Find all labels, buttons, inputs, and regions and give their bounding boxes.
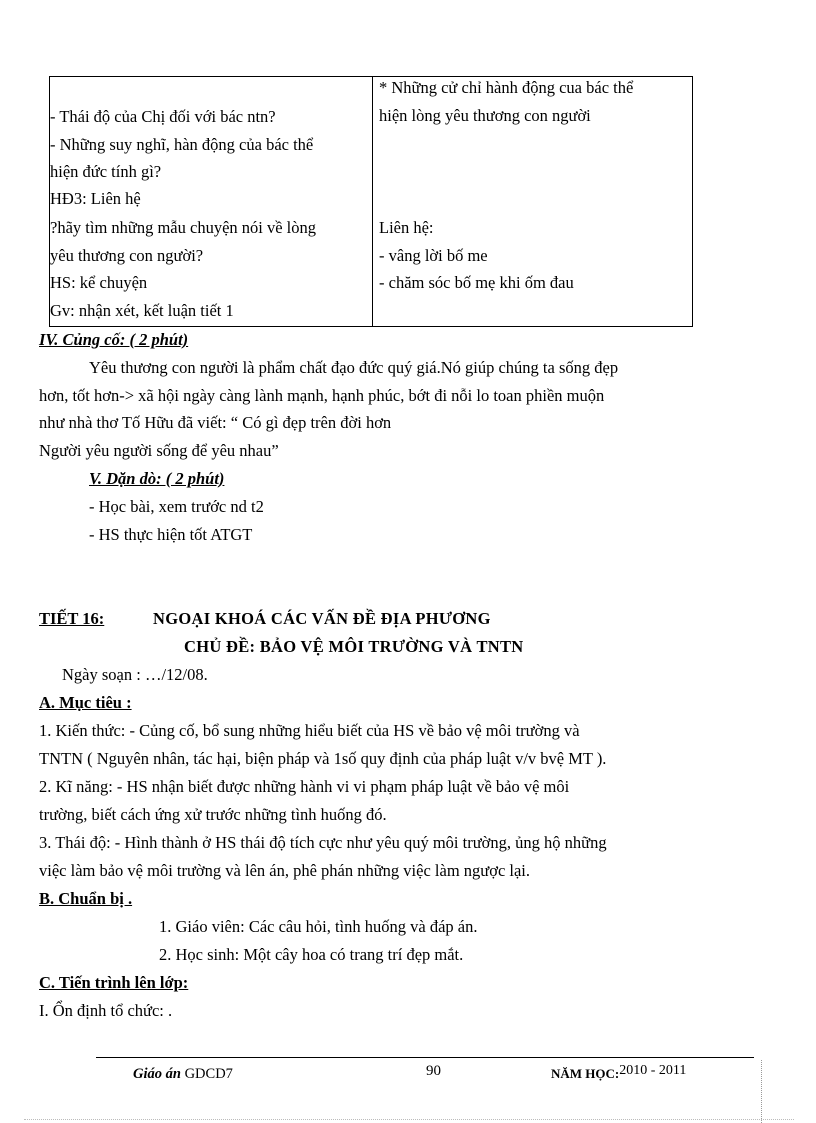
table-column-divider (372, 77, 373, 326)
lesson-title: NGOẠI KHOÁ CÁC VẤN ĐỀ ĐỊA PHƯƠNG (153, 609, 491, 628)
table-right-line: hiện lòng yêu thương con người (379, 106, 591, 125)
paragraph-line: 2. Kĩ năng: - HS nhận biết được những hành vi vi phạm pháp luật về bảo vệ môi (39, 777, 570, 796)
table-right-line: * Những cử chỉ hành động cua bác thể (379, 78, 634, 97)
table-left-line: hiện đức tính gì? (50, 162, 162, 181)
table-left-line: HĐ3: Liên hệ (50, 189, 141, 208)
lesson-subtitle: CHỦ ĐỀ: BẢO VỆ MÔI TRƯỜNG VÀ TNTN (184, 637, 524, 656)
table-left-line: yêu thương con người? (50, 246, 204, 265)
list-item: 2. Học sinh: Một cây hoa có trang trí đẹp mắt. (159, 945, 464, 964)
paragraph-line: 1. Kiến thức: - Củng cố, bổ sung những hiểu biết của HS về bảo vệ môi trường và (39, 721, 580, 740)
section-a-heading: A. Mục tiêu : (39, 693, 132, 712)
footer-right-value: 2010 - 2011 (619, 1063, 687, 1078)
table-left-line: - Những suy nghĩ, hàn động của bác thể (50, 135, 314, 154)
list-item: - HS thực hiện tốt ATGT (89, 525, 253, 544)
paragraph-line: hơn, tốt hơn-> xã hội ngày càng lành mạnh, hạnh phúc, bớt đi nỗi lo toan phiền muộn (39, 386, 605, 405)
table-left-line: ?hãy tìm những mẫu chuyện nói về lòng (50, 218, 317, 237)
section-b-heading: B. Chuẩn bị . (39, 889, 133, 908)
table-left-line: Gv: nhận xét, kết luận tiết 1 (50, 301, 234, 320)
list-item: 1. Giáo viên: Các câu hỏi, tình huống và đáp án. (159, 917, 478, 936)
paragraph-line: việc làm bảo vệ môi trường và lên án, phê phán những việc làm ngược lại. (39, 861, 531, 880)
section-c-heading: C. Tiến trình lên lớp: (39, 973, 189, 992)
footer-left (133, 1066, 233, 1083)
footer-rule (96, 1057, 754, 1058)
page-number: 90 (426, 1063, 441, 1079)
footer-left-plain: GDCD7 (180, 1066, 233, 1082)
table-right-line: - vâng lời bố me (379, 246, 488, 265)
paragraph-line: 3. Thái độ: - Hình thành ở HS thái độ tích cực như yêu quý môi trường, ủng hộ những (39, 833, 607, 852)
footer-right (551, 1063, 687, 1083)
table-left-line: - Thái độ của Chị đối với bác ntn? (50, 107, 276, 126)
table-right-line: Liên hệ: (379, 218, 434, 237)
paragraph-line: I. Ổn định tổ chức: . (39, 1001, 173, 1020)
paragraph-line: Yêu thương con người là phẩm chất đạo đức quý giá.Nó giúp chúng ta sống đẹp (89, 358, 619, 377)
lesson-date: Ngày soạn : …/12/08. (62, 665, 208, 684)
section-iv-heading: IV. Củng cố: ( 2 phút) (39, 330, 189, 349)
paragraph-line: trường, biết cách ứng xử trước những tình huống đó. (39, 805, 387, 824)
section-v-heading: V. Dặn dò: ( 2 phút) (89, 469, 225, 488)
paragraph-line: TNTN ( Nguyên nhân, tác hại, biện pháp và 1số quy định của pháp luật v/v bvệ MT ). (39, 749, 607, 768)
paragraph-line: như nhà thơ Tố Hữu đã viết: “ Có gì đẹp trên đời hơn (39, 413, 392, 432)
page-edge-right (761, 1060, 762, 1123)
lesson-label: TIẾT 16: (39, 609, 105, 628)
footer-left-italic: Giáo án (133, 1066, 181, 1082)
paragraph-line: Người yêu người sống để yêu nhau” (39, 441, 279, 460)
table-left-line: HS: kể chuyện (50, 273, 148, 292)
footer-right-label: NĂM HỌC: (551, 1066, 620, 1081)
table-right-line: - chăm sóc bố mẹ khi ốm đau (379, 273, 574, 292)
list-item: - Học bài, xem trước nd t2 (89, 497, 264, 516)
page-edge-bottom (24, 1119, 794, 1120)
